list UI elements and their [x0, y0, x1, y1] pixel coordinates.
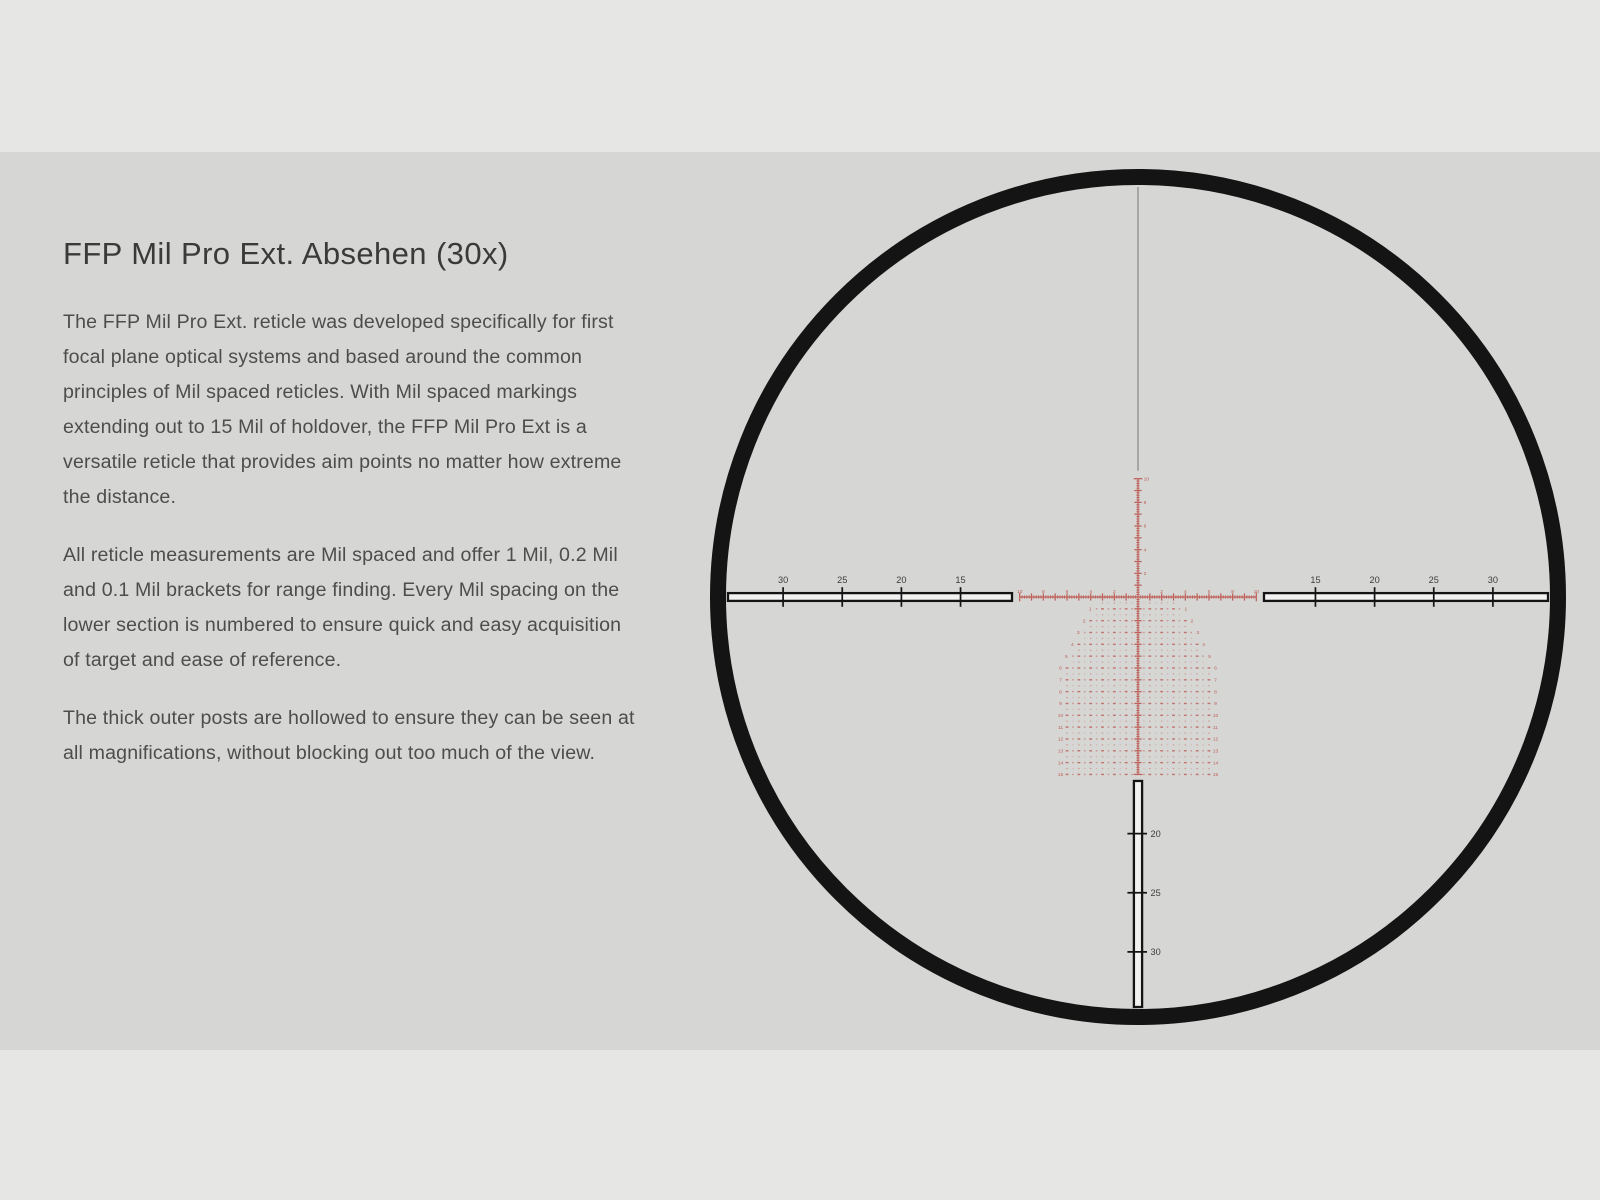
- svg-text:3: 3: [1196, 631, 1200, 637]
- svg-text:3: 3: [1076, 631, 1080, 637]
- red-vertical-scale-lower: [1134, 597, 1143, 774]
- page-title: [63, 236, 641, 272]
- svg-text:8: 8: [1059, 690, 1062, 696]
- svg-text:6: 6: [1059, 666, 1062, 672]
- bottom-post: [1127, 781, 1160, 1007]
- svg-text:8: 8: [1231, 589, 1235, 595]
- svg-text:12: 12: [1212, 737, 1219, 743]
- svg-text:5: 5: [1065, 654, 1068, 660]
- svg-text:20: 20: [896, 575, 907, 585]
- svg-text:6: 6: [1065, 589, 1069, 595]
- svg-text:2: 2: [1143, 572, 1147, 578]
- svg-text:1: 1: [1088, 607, 1092, 613]
- svg-text:8: 8: [1143, 501, 1147, 507]
- svg-text:10: 10: [1016, 589, 1023, 595]
- svg-text:4: 4: [1183, 589, 1187, 595]
- description-column: [63, 236, 641, 771]
- svg-text:2: 2: [1082, 619, 1086, 625]
- svg-text:10: 10: [1212, 714, 1219, 719]
- svg-text:20: 20: [1150, 828, 1161, 839]
- svg-text:14: 14: [1057, 761, 1064, 767]
- svg-text:2: 2: [1190, 619, 1194, 625]
- svg-text:25: 25: [1428, 575, 1439, 585]
- paragraph-2: All reticle measurements are Mil spaced and offer 1 Mil, 0.2 Mil and 0.1 Mil brackets for range finding. Every Mil spacing on the lower section is numbered to ensure quick and easy acquisition of target and ease of reference.: [63, 544, 622, 671]
- svg-text:11: 11: [1212, 725, 1219, 731]
- svg-text:2: 2: [1112, 589, 1116, 595]
- paragraph-3: The thick outer posts are hollowed to ensure they can be seen at all magnifications, without blocking out too much of the view.: [63, 707, 635, 764]
- svg-text:30: 30: [777, 575, 789, 585]
- svg-text:10: 10: [1253, 589, 1260, 595]
- paragraph-1: The FFP Mil Pro Ext. reticle was developed specifically for first focal plane optical systems and based around the common principles of Mil spaced reticles. With Mil spaced markings extending out to 15 Mil of holdover, the FFP Mil Pro Ext is a versatile reticle that provides aim points no matter how extreme the distance.: [63, 311, 622, 508]
- svg-text:4: 4: [1089, 589, 1093, 595]
- svg-text:11: 11: [1057, 725, 1064, 731]
- svg-text:10: 10: [1057, 714, 1064, 719]
- svg-text:15: 15: [1057, 773, 1064, 779]
- svg-text:6: 6: [1143, 524, 1147, 530]
- svg-text:7: 7: [1059, 678, 1062, 684]
- svg-text:25: 25: [837, 575, 848, 585]
- right-post: [1264, 575, 1548, 607]
- svg-text:2: 2: [1160, 589, 1164, 595]
- svg-text:1: 1: [1184, 607, 1188, 613]
- svg-text:9: 9: [1059, 702, 1062, 708]
- svg-text:6: 6: [1207, 589, 1211, 595]
- svg-text:13: 13: [1212, 749, 1219, 755]
- svg-text:4: 4: [1202, 643, 1206, 649]
- svg-text:8: 8: [1214, 690, 1217, 696]
- svg-text:5: 5: [1208, 654, 1211, 660]
- svg-text:7: 7: [1214, 678, 1217, 684]
- red-vertical-scale-upper: [1134, 476, 1150, 597]
- svg-text:12: 12: [1057, 737, 1064, 743]
- svg-text:4: 4: [1070, 643, 1074, 649]
- svg-text:9: 9: [1214, 702, 1217, 708]
- svg-text:14: 14: [1212, 761, 1219, 767]
- svg-text:20: 20: [1369, 575, 1380, 585]
- left-post: [728, 575, 1012, 607]
- svg-text:15: 15: [955, 575, 966, 585]
- svg-text:25: 25: [1150, 888, 1161, 899]
- svg-text:13: 13: [1057, 749, 1064, 755]
- svg-text:15: 15: [1212, 773, 1219, 779]
- svg-text:6: 6: [1214, 666, 1217, 672]
- svg-text:15: 15: [1310, 575, 1321, 585]
- svg-text:30: 30: [1150, 947, 1161, 958]
- page-title-text: FFP Mil Pro Ext. Absehen (30x): [63, 236, 509, 271]
- svg-text:4: 4: [1143, 548, 1147, 554]
- svg-text:30: 30: [1487, 575, 1499, 585]
- svg-text:10: 10: [1143, 477, 1150, 483]
- svg-text:8: 8: [1041, 589, 1045, 595]
